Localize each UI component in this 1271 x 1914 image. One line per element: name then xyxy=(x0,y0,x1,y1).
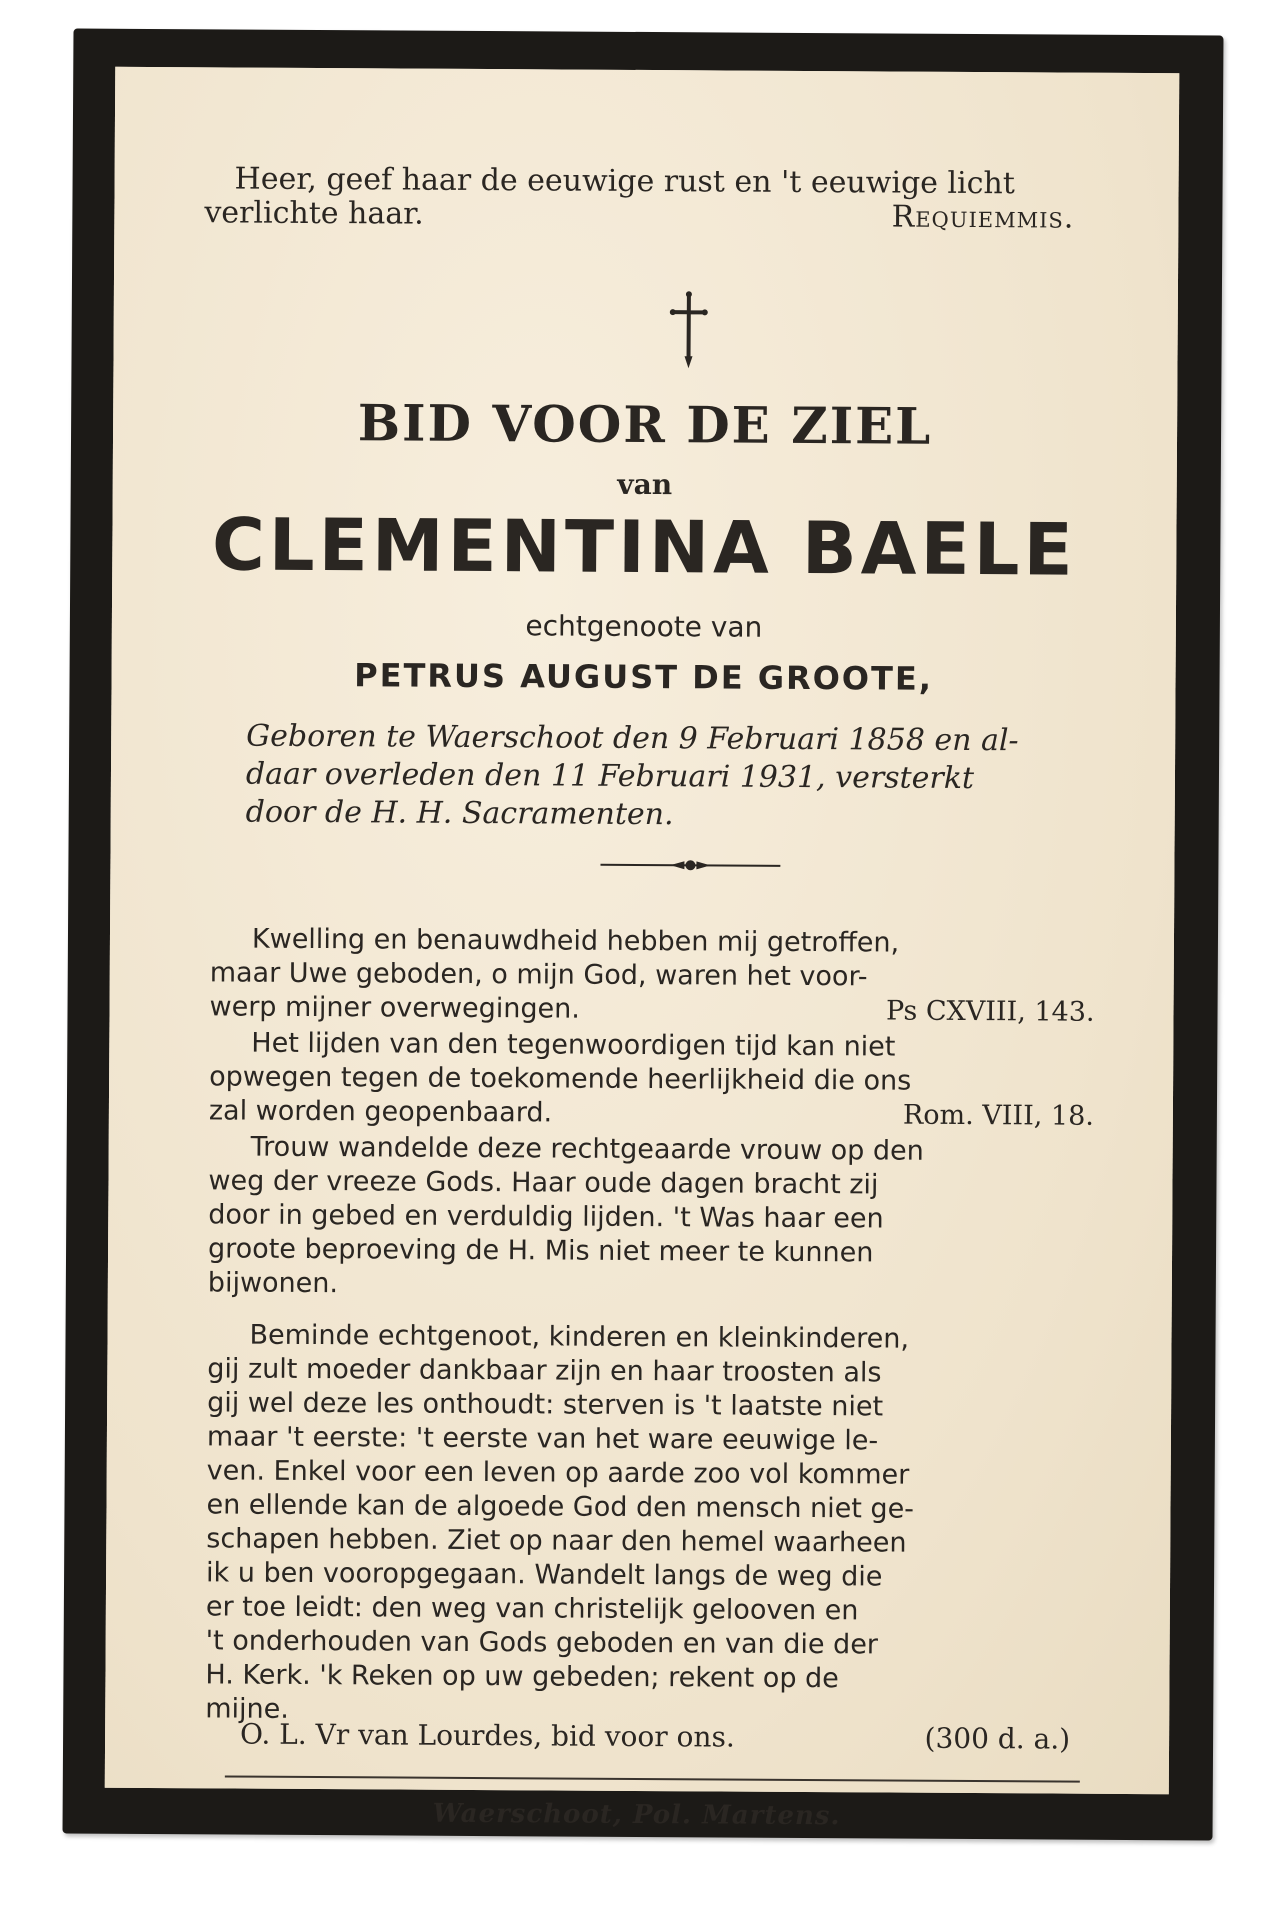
verse-line: door in gebed en verduldig lijden. 't Was haar een xyxy=(208,1199,884,1235)
verse-line: bijwonen. xyxy=(207,1267,339,1300)
verse-line: Het lijden van den tegenwoordigen tijd kan niet xyxy=(251,1027,896,1063)
verses-block xyxy=(205,922,1095,1733)
verse-line: opwegen tegen de toekomende heerlijkheid die ons xyxy=(209,1061,912,1097)
closing-line xyxy=(240,1718,1070,1756)
verse-line: werp mijner overwegingen. xyxy=(209,991,580,1025)
birth-line-2: daar overleden den 11 Februari 1931, versterkt xyxy=(245,756,975,797)
verse-psalm xyxy=(209,922,1095,1029)
verse-line: schapen hebben. Ziet op naar den hemel waarheen xyxy=(206,1523,907,1559)
spouse-name: PETRUS AUGUST DE GROOTE, xyxy=(354,656,934,698)
verse-line: 't onderhouden van Gods geboden en van die der xyxy=(205,1625,879,1661)
printer-credit: Waerschoot, Pol. Martens. xyxy=(432,1798,841,1832)
mourning-card xyxy=(62,29,1223,1841)
birth-line-1: Geboren te Waerschoot den 9 Februari 1858 en al- xyxy=(246,718,1019,759)
verse-line: ik u ben vooropgegaan. Wandelt langs de weg die xyxy=(205,1557,883,1593)
birth-line-3: door de H. H. Sacramenten. xyxy=(245,794,674,833)
verse-line: gij zult moeder dankbaar zijn en haar troosten als xyxy=(207,1353,882,1389)
verse-line: gij wel deze les onthoudt: sterven is 't laatste niet xyxy=(207,1387,884,1423)
verse-line: er toe leidt: den weg van christelijk gelooven en xyxy=(205,1591,859,1627)
verse-line: ven. Enkel voor een leven op aarde zoo vol kommer xyxy=(206,1455,910,1491)
closing-prayer: O. L. Vr van Lourdes, bid voor ons. xyxy=(240,1717,735,1754)
requiem-line-1: Heer, geef haar de eeuwige rust en 't eeuwige licht xyxy=(234,161,1015,202)
requiem-line-2: verlichte haar. xyxy=(204,195,424,232)
verse-line: en ellende kan de algoede God den mensch niet ge- xyxy=(206,1489,915,1525)
verse-line: maar Uwe geboden, o mijn God, waren het voor- xyxy=(209,957,868,993)
requiem-verse xyxy=(204,162,1074,235)
verse-line: Kwelling en benauwdheid hebben mij getroffen, xyxy=(251,923,900,959)
verse-reference: Ps CXVIII, 143. xyxy=(885,995,1095,1028)
requiem-reference: Requiemmis. xyxy=(891,199,1075,236)
van-label: van xyxy=(617,467,673,502)
verse-line: zal worden geopenbaard. xyxy=(208,1095,553,1129)
verse-line: groote beproeving de H. Mis niet meer te kunnen xyxy=(207,1233,874,1269)
indulgence-note: (300 d. a.) xyxy=(924,1721,1071,1756)
verse-romans xyxy=(209,1026,1095,1133)
card-paper xyxy=(105,67,1179,1832)
ornament-separator-icon xyxy=(600,855,780,876)
verse-line: Beminde echtgenoot, kinderen en kleinkinderen, xyxy=(249,1319,910,1355)
verse-farewell xyxy=(205,1318,1092,1731)
verse-tribute xyxy=(208,1130,1094,1305)
footer-divider xyxy=(225,1775,1080,1782)
verse-line: H. Kerk. 'k Reken op uw gebeden; rekent op de xyxy=(205,1659,839,1695)
cross-icon xyxy=(663,290,713,370)
verse-line: Trouw wandelde deze rechtgeaarde vrouw op den xyxy=(250,1131,924,1167)
verse-line: weg der vreeze Gods. Haar oude dagen bracht zij xyxy=(208,1165,879,1201)
birth-death-details xyxy=(246,718,1107,837)
verse-line: maar 't eerste: 't eerste van het ware eeuwige le- xyxy=(206,1421,879,1457)
spouse-intro: echtgenoote van xyxy=(525,609,763,644)
deceased-name: CLEMENTINA BAELE xyxy=(211,502,1078,592)
verse-reference: Rom. VIII, 18. xyxy=(902,1099,1094,1132)
page-title: BID VOOR DE ZIEL xyxy=(357,393,933,456)
verse-line: mijne. xyxy=(205,1693,289,1725)
